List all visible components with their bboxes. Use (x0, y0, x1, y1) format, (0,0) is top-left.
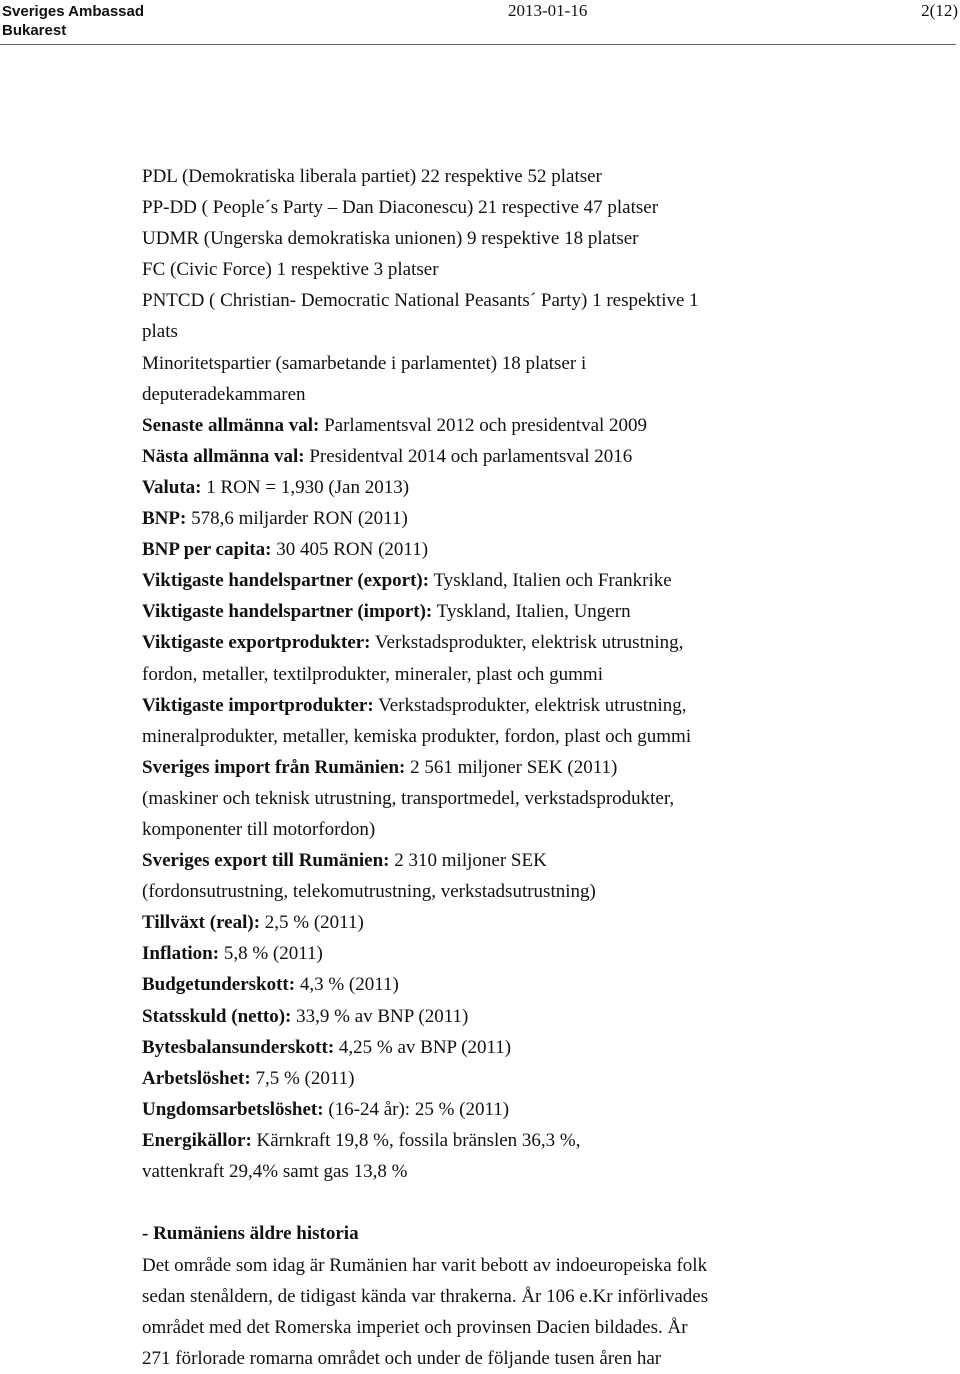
fact-bytesbalans (142, 1032, 942, 1063)
history-line: 271 förlorade romarna området och under de följande tusen åren har (142, 1347, 662, 1369)
fact-value: 4,25 % av BNP (2011) (334, 1036, 512, 1058)
fact-partner-export (142, 565, 942, 596)
fact-label: Senaste allmänna val: (142, 414, 320, 436)
header-date: 2013-01-16 (508, 1, 588, 20)
party-line-fc: FC (Civic Force) 1 respektive 3 platser (142, 259, 439, 281)
fact-value: 578,6 miljarder RON (2011) (186, 508, 408, 530)
fact-value: 7,5 % (2011) (250, 1067, 355, 1089)
fact-label: BNP: (142, 508, 187, 530)
fact-label: Viktigaste exportprodukter: (142, 632, 371, 654)
fact-value: 2,5 % (2011) (260, 912, 364, 934)
party-line-pntcd-cont: plats (142, 321, 178, 343)
fact-value: 1 RON = 1,930 (Jan 2013) (201, 476, 410, 498)
header-org-line2: Bukarest (2, 22, 67, 39)
page-header (0, 0, 960, 46)
fact-label: Energikällor: (142, 1129, 252, 1151)
header-rule (0, 44, 956, 45)
section-gap (142, 1187, 942, 1218)
party-line-minorities-cont: deputeradekammaren (142, 383, 306, 405)
history-line: sedan stenåldern, de tidigast kända var thrakerna. År 106 e.Kr införlivades (142, 1285, 709, 1307)
fact-nasta-val (142, 441, 942, 472)
fact-inflation (142, 938, 942, 969)
fact-label: Nästa allmänna val: (142, 445, 305, 467)
fact-value: Parlamentsval 2012 och presidentval 2009 (319, 414, 648, 436)
fact-value: Tyskland, Italien och Frankrike (429, 570, 672, 592)
fact-label: Arbetslöshet: (142, 1067, 251, 1089)
fact-value: 30 405 RON (2011) (271, 539, 429, 561)
fact-bnp-capita (142, 534, 942, 565)
fact-energikallor (142, 1125, 942, 1156)
fact-export-till (142, 845, 942, 876)
fact-value: (16-24 år): 25 % (2011) (323, 1098, 510, 1120)
fact-arbetsloshet (142, 1063, 942, 1094)
fact-label: Tillväxt (real): (142, 912, 261, 934)
document-body (142, 161, 942, 1374)
fact-label: Viktigaste handelspartner (import): (142, 601, 433, 623)
fact-ungdomsarbetsloshet (142, 1094, 942, 1125)
fact-label: Statsskuld (netto): (142, 1005, 292, 1027)
fact-label: Viktigaste importprodukter: (142, 694, 374, 716)
header-org-line1: Sveriges Ambassad (2, 3, 145, 20)
fact-importprodukter (142, 690, 942, 721)
fact-exportprodukter (142, 627, 942, 658)
fact-value: Verkstadsprodukter, elektrisk utrustning, (370, 632, 684, 654)
fact-label: Inflation: (142, 943, 220, 965)
fact-energikallor-cont: vattenkraft 29,4% samt gas 13,8 % (142, 1161, 408, 1182)
fact-statsskuld (142, 1001, 942, 1032)
fact-value: 2 310 miljoner SEK (389, 850, 547, 872)
fact-exportprodukter-cont: fordon, metaller, textilprodukter, mineraler, plast och gummi (142, 663, 603, 685)
fact-export-till-cont: (fordonsutrustning, telekomutrustning, verkstadsutrustning) (142, 881, 596, 903)
fact-label: Sveriges import från Rumänien: (142, 756, 406, 778)
fact-label: Budgetunderskott: (142, 974, 296, 996)
fact-value: Tyskland, Italien, Ungern (432, 601, 631, 623)
fact-value: Verkstadsprodukter, elektrisk utrustning, (373, 694, 687, 716)
fact-import-fran-cont2: komponenter till motorfordon) (142, 818, 376, 840)
fact-budget (142, 969, 942, 1000)
fact-label: BNP per capita: (142, 539, 272, 561)
fact-import-fran-cont1: (maskiner och teknisk utrustning, transportmedel, verkstadsprodukter, (142, 787, 675, 809)
fact-bnp (142, 503, 942, 534)
fact-label: Sveriges export till Rumänien: (142, 850, 390, 872)
header-page-number: 2(12) (921, 1, 958, 20)
fact-valuta (142, 472, 942, 503)
fact-label: Valuta: (142, 476, 202, 498)
fact-value: 5,8 % (2011) (219, 943, 323, 965)
fact-import-fran (142, 752, 942, 783)
fact-value: Kärnkraft 19,8 %, fossila bränslen 36,3 %, (251, 1129, 581, 1151)
fact-partner-import (142, 596, 942, 627)
fact-importprodukter-cont: mineralprodukter, metaller, kemiska produkter, fordon, plast och gummi (142, 725, 692, 747)
fact-label: Bytesbalansunderskott: (142, 1036, 335, 1058)
fact-label: Viktigaste handelspartner (export): (142, 570, 430, 592)
party-line-udmr: UDMR (Ungerska demokratiska unionen) 9 respektive 18 platser (142, 228, 639, 250)
party-line-minorities: Minoritetspartier (samarbetande i parlamentet) 18 platser i (142, 352, 587, 374)
fact-value: 2 561 miljoner SEK (2011) (405, 756, 618, 778)
fact-value: 4,3 % (2011) (295, 974, 399, 996)
history-heading (142, 1218, 942, 1249)
fact-label: Ungdomsarbetslöshet: (142, 1098, 324, 1120)
party-line-ppdd: PP-DD ( People´s Party – Dan Diaconescu) 21 respective 47 platser (142, 197, 659, 219)
fact-value: 33,9 % av BNP (2011) (291, 1005, 469, 1027)
history-line: Det område som idag är Rumänien har varit bebott av indoeuropeiska folk (142, 1254, 708, 1276)
party-line-pdl: PDL (Demokratiska liberala partiet) 22 respektive 52 platser (142, 166, 602, 187)
history-line: området med det Romerska imperiet och provinsen Dacien bildades. År (142, 1316, 688, 1338)
fact-value: Presidentval 2014 och parlamentsval 2016 (304, 445, 633, 467)
fact-senaste-val (142, 410, 942, 441)
header-organization (2, 2, 144, 40)
fact-tillvaxt (142, 907, 942, 938)
history-heading-text: - Rumäniens äldre historia (142, 1223, 359, 1245)
party-line-pntcd: PNTCD ( Christian- Democratic National Peasants´ Party) 1 respektive 1 (142, 290, 699, 312)
